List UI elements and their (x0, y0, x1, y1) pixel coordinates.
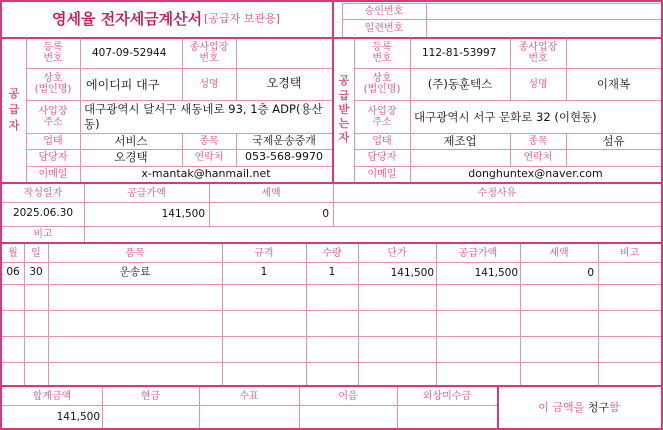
party-row-4 (26, 149, 332, 150)
footer-col-3 (299, 387, 300, 428)
items-col-8 (598, 244, 599, 385)
items-col-6 (436, 244, 437, 385)
approval-divider (426, 3, 427, 37)
supplier-email: x-mantak@hanmail.net (141, 166, 271, 180)
border-left (0, 0, 2, 430)
col-day: 일 (31, 247, 41, 259)
invoice-title (0, 0, 332, 38)
summary-col-3 (333, 184, 334, 226)
items-head-line (2, 262, 661, 263)
footer-col-5 (497, 387, 499, 428)
tax-label: 세액 (261, 187, 281, 199)
row-note (598, 262, 661, 284)
supplier-side-line (26, 38, 27, 182)
footer-col-2 (199, 387, 200, 428)
party-row-5 (26, 166, 332, 167)
items-row-3 (2, 336, 661, 337)
approval-value (426, 3, 663, 19)
supplier-rep: 오경택 (266, 76, 302, 91)
col-supply: 공급가액 (458, 247, 498, 259)
issue-date: 2025.06.30 (12, 207, 74, 220)
claim-statement (497, 387, 661, 429)
supplier-item-label: 종목 (199, 135, 219, 147)
bill-label: 어음 (338, 390, 358, 402)
check-amount (199, 405, 299, 429)
supplier-name: 에이디피 대구 (86, 77, 160, 92)
party-row-2b (354, 100, 661, 101)
title-main: 영세율 전자세금계산서 (52, 9, 203, 28)
row-price: 141,500 (390, 267, 434, 279)
supplier-contact-label: 담당자 (38, 152, 68, 163)
buyer-biz: 제조업 (443, 133, 477, 148)
claim-word: 청구 (587, 400, 610, 414)
row-item: 운송료 (119, 266, 151, 279)
buyer-side-label: 공 급 받 는 자 (338, 74, 350, 145)
buyer-mid-col-b (566, 38, 567, 100)
items-col-4 (306, 244, 307, 385)
credit-label: 외상미수금 (422, 390, 472, 402)
approval-line-mid (342, 19, 661, 20)
claim-post: 함 (609, 400, 620, 414)
buyer-name-label: 상호 (법인명) (363, 73, 401, 95)
buyer-addr: 대구광역시 서구 문화로 32 (이현동) (414, 109, 597, 124)
buyer-name: (주)동훈텍스 (427, 76, 493, 91)
date-label: 작성일자 (23, 187, 63, 199)
supplier-contact: 오경택 (114, 150, 148, 165)
party-row-1 (26, 68, 332, 69)
buyer-contact-label: 담당자 (367, 152, 397, 163)
buyer-reg-no: 112-81-53997 (422, 47, 497, 59)
cash-label: 현금 (140, 390, 161, 402)
party-row-3 (26, 133, 332, 134)
buyer-mid-col-a (510, 38, 511, 100)
supplier-tel: 053-568-9970 (245, 150, 323, 164)
buyer-contact (410, 149, 510, 166)
supplier-biz-label: 업태 (43, 135, 63, 147)
note-value (84, 226, 661, 242)
buyer-label-col (410, 38, 411, 182)
supplier-email-label: 이메일 (38, 168, 68, 180)
buyer-branch-no (566, 38, 661, 68)
buyer-item: 섬유 (602, 133, 625, 148)
supplier-rep-label: 성명 (199, 78, 219, 90)
supplier-item: 국제운송중개 (252, 133, 316, 147)
summary-note-line (2, 226, 661, 227)
col-price: 단가 (387, 247, 407, 259)
items-col-3 (222, 244, 223, 385)
total-label: 합계금액 (32, 390, 72, 402)
items-row-1 (2, 284, 661, 285)
party-divider (332, 37, 334, 183)
note-label: 비고 (33, 228, 53, 240)
items-col-5 (358, 244, 359, 385)
supplier-tel-label: 연락처 (194, 152, 224, 163)
row-day: 30 (29, 266, 43, 279)
table-row (0, 262, 663, 284)
col-month: 월 (8, 247, 18, 259)
supplier-addr: 대구광역시 달서구 새동네로 93, 1층 ADP(용산동) (84, 102, 323, 131)
items-col-1 (24, 244, 25, 385)
buyer-email: donghuntex@naver.com (468, 166, 603, 180)
items-col-7 (520, 244, 521, 385)
approval-left (342, 3, 343, 37)
items-row-2 (2, 310, 661, 311)
title-sub: [공급자 보관용] (204, 11, 280, 25)
col-note: 비고 (619, 247, 640, 259)
items-top (0, 242, 663, 244)
items-row-4 (2, 362, 661, 363)
buyer-item-label: 종목 (528, 135, 548, 147)
party-row-3b (354, 133, 661, 134)
serial-label: 일련번호 (364, 22, 404, 34)
supplier-label-col (80, 38, 81, 182)
credit-amount (397, 405, 497, 429)
footer-col-4 (397, 387, 398, 428)
supplier-name-label: 상호 (법인명) (34, 73, 72, 95)
buyer-addr-label: 사업장 주소 (367, 105, 397, 128)
check-label: 수표 (239, 390, 259, 402)
summary-top (0, 182, 663, 184)
buyer-tel-label: 연락처 (523, 152, 553, 163)
buyer-email-label: 이메일 (367, 168, 397, 180)
buyer-rep-label: 성명 (528, 78, 548, 90)
row-qty: 1 (328, 266, 336, 279)
supply-label: 공급가액 (127, 187, 166, 199)
footer-head-line (2, 405, 497, 406)
party-row-5b (354, 166, 661, 167)
total-amount: 141,500 (56, 411, 100, 423)
buyer-biz-label: 업태 (372, 135, 392, 147)
tax-amount: 0 (322, 208, 329, 220)
row-tax: 0 (587, 267, 594, 279)
supplier-mid-col-b (236, 38, 237, 100)
supplier-biz: 서비스 (114, 133, 148, 148)
supplier-mid-col-a (182, 38, 183, 100)
claim-pre: 이 금액을 (538, 400, 588, 414)
serial-value (426, 19, 663, 37)
col-spec: 규격 (254, 247, 274, 259)
approval-label: 승인번호 (364, 5, 404, 17)
supplier-branch-label: 종사업장 번호 (189, 42, 229, 64)
buyer-tel (566, 149, 661, 166)
revision-reason (333, 202, 661, 226)
summary-head-line (2, 202, 661, 203)
buyer-reg-label: 등록 번호 (372, 42, 392, 64)
party-row-1b (354, 68, 661, 69)
row-month: 06 (6, 266, 20, 279)
buyer-rep: 이재복 (596, 76, 631, 91)
bill-amount (299, 405, 397, 429)
footer-col-1 (102, 387, 103, 428)
supply-amount: 141,500 (161, 208, 205, 220)
supplier-reg-no: 407-09-52944 (92, 47, 167, 59)
summary-col-1 (84, 184, 85, 242)
footer-top (0, 385, 663, 387)
approval-line-top (342, 3, 661, 4)
summary-col-2 (209, 184, 210, 226)
supplier-branch-no (236, 38, 332, 68)
row-spec: 1 (260, 266, 268, 279)
party-row-2 (26, 100, 332, 101)
party-row-4b (354, 149, 661, 150)
supplier-reg-label: 등록 번호 (43, 42, 63, 64)
buyer-branch-label: 종사업장 번호 (518, 42, 558, 64)
col-item: 품목 (125, 247, 145, 259)
col-qty: 수량 (322, 247, 342, 259)
cash-amount (102, 405, 199, 429)
buyer-side-line (354, 38, 355, 182)
row-supply: 141,500 (474, 267, 518, 279)
reason-label: 수정사유 (477, 187, 517, 199)
title-divider (332, 0, 334, 38)
supplier-addr-label: 사업장 주소 (38, 105, 68, 128)
supplier-side-label: 공 급 자 (8, 87, 20, 132)
items-col-2 (48, 244, 49, 385)
col-tax: 세액 (549, 247, 569, 259)
